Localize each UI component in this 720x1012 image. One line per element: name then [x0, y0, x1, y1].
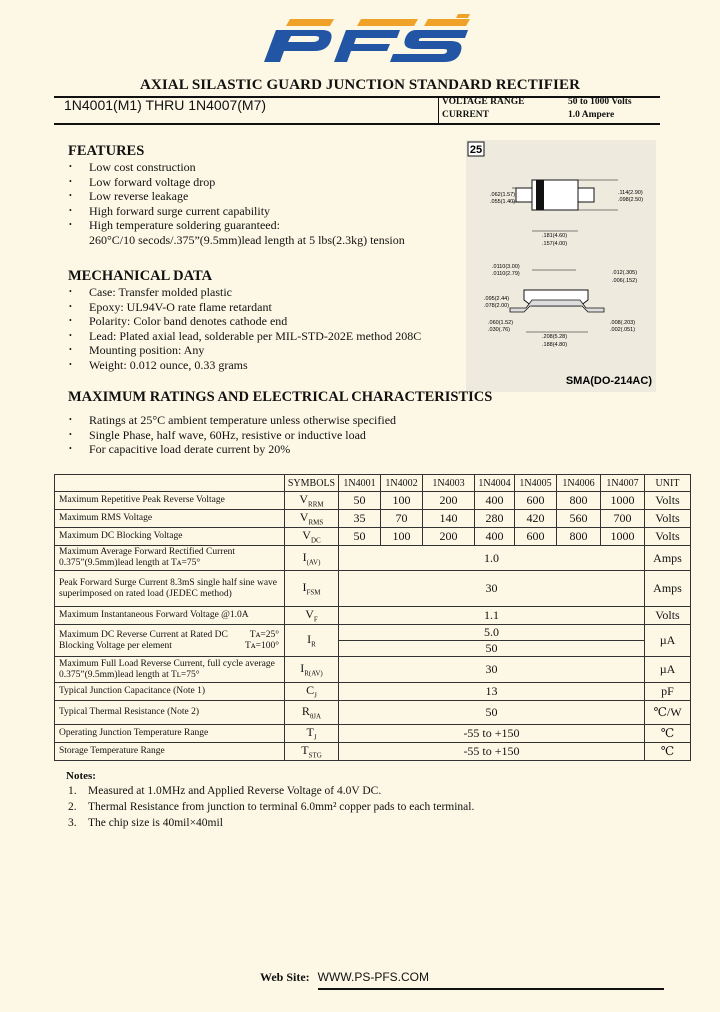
header-cell: 1N4002	[381, 475, 423, 492]
row-description: Maximum Average Forward Rectified Current 0.375”(9.5mm)lead length at Tᴀ=75°	[55, 546, 285, 571]
notes-section	[66, 770, 474, 831]
row-unit: pF	[645, 683, 691, 701]
dim-text: .078(2.00)	[484, 303, 510, 309]
voltage-range-value: 50 to 1000 Volts	[568, 97, 632, 107]
row-symbol: $I_{FSM}$	[285, 571, 339, 607]
feature-item: 260°C/10 secods/.375”(9.5mm)lead length at 5 lbs(2.3kg) tension	[89, 232, 405, 247]
row-symbol: $R_{\theta JA}$	[285, 701, 339, 725]
header-cell: 1N4001	[339, 475, 381, 492]
feature-item: • High forward surge current capability	[68, 204, 405, 219]
row-unit: µA	[645, 657, 691, 683]
mechanical-item: • Case: Transfer molded plastic	[68, 285, 421, 300]
feature-item: • Low forward voltage drop	[68, 175, 405, 190]
row-value: 100	[381, 492, 423, 510]
row-unit: ℃	[645, 743, 691, 761]
condition-item: • Single Phase, half wave, 60Hz, resistive or inductive load	[68, 428, 396, 443]
dim-text: .060(1.52)	[488, 320, 514, 326]
condition-ta-25: Tᴀ=25°	[249, 629, 279, 640]
current-label: CURRENT	[442, 110, 489, 120]
dim-text: .095(2.44)	[484, 296, 510, 302]
table-row	[55, 743, 691, 761]
row-value: 140	[423, 510, 475, 528]
row-value: 1000	[601, 528, 645, 546]
row-symbol: $I_R$	[285, 625, 339, 657]
table-row	[55, 725, 691, 743]
row-symbol: $C_J$	[285, 683, 339, 701]
header-cell	[55, 475, 285, 492]
table-row	[55, 625, 691, 641]
table-row	[55, 510, 691, 528]
voltage-range-label: VOLTAGE RANGE	[442, 97, 525, 107]
package-outline-diagram	[466, 140, 656, 392]
header-cell: 1N4006	[557, 475, 601, 492]
dim-text: .157(4.00)	[542, 241, 568, 247]
website-label: Web Site:	[260, 970, 310, 984]
row-value: 420	[515, 510, 557, 528]
row-value: 50	[339, 528, 381, 546]
ratings-table	[54, 474, 691, 761]
row-description: Maximum Repetitive Peak Reverse Voltage	[55, 492, 285, 510]
notes-heading: Notes:	[66, 770, 96, 782]
row-unit: ℃/W	[645, 701, 691, 725]
ratings-heading: MAXIMUM RATINGS AND ELECTRICAL CHARACTERISTICS	[68, 389, 493, 405]
dim-text: .188(4.80)	[542, 342, 568, 348]
row-value: 400	[475, 492, 515, 510]
row-symbol: $I_{(AV)}$	[285, 546, 339, 571]
row-description: Storage Temperature Range	[55, 743, 285, 761]
package-badge: 25	[469, 144, 483, 156]
table-row	[55, 657, 691, 683]
row-value: 400	[475, 528, 515, 546]
row-value: 560	[557, 510, 601, 528]
row-description: Maximum DC Blocking Voltage	[55, 528, 285, 546]
row-symbol: $T_J$	[285, 725, 339, 743]
document-title: AXIAL SILASTIC GUARD JUNCTION STANDARD RECTIFIER	[139, 77, 580, 93]
table-row	[55, 701, 691, 725]
table-row	[55, 607, 691, 625]
row-description: Maximum RMS Voltage	[55, 510, 285, 528]
row-description: Maximum DC Reverse Current at Rated DC Blocking Voltage per element Tᴀ=25° Tᴀ=100°	[55, 625, 285, 657]
table-row	[55, 492, 691, 510]
row-unit: Volts	[645, 607, 691, 625]
row-value: -55 to +150	[339, 725, 645, 743]
dim-text: .181(4.60)	[542, 233, 568, 239]
table-row	[55, 571, 691, 607]
row-value: -55 to +150	[339, 743, 645, 761]
row-description: Typical Thermal Resistance (Note 2)	[55, 701, 285, 725]
dim-text: .012(.305)	[612, 270, 638, 276]
footer-rule	[318, 988, 664, 990]
mechanical-item: • Mounting position: Any	[68, 343, 421, 358]
row-description: Peak Forward Surge Current 8.3mS single half sine wave superimposed on rated load (JEDEC method)	[55, 571, 285, 607]
row-value: 70	[381, 510, 423, 528]
features-heading: FEATURES	[68, 143, 145, 159]
dim-text: .062(1.57)	[490, 192, 516, 198]
row-value: 50	[339, 641, 645, 657]
feature-item: • Low reverse leakage	[68, 189, 405, 204]
row-value: 100	[381, 528, 423, 546]
header-rule	[54, 123, 660, 125]
row-value: 5.0	[339, 625, 645, 641]
condition-item: • Ratings at 25°C ambient temperature unless otherwise specified	[68, 413, 396, 428]
header-cell: 1N4007	[601, 475, 645, 492]
row-value: 35	[339, 510, 381, 528]
table-header-row	[55, 475, 691, 492]
dim-text: .0110(3.00)	[492, 264, 520, 270]
row-symbol: $V_{DC}$	[285, 528, 339, 546]
dim-text: .006(.152)	[612, 278, 638, 284]
pfs-logo-graphic	[250, 14, 472, 74]
mechanical-item: • Epoxy: UL94V-O rate flame retardant	[68, 300, 421, 315]
row-value: 50	[339, 701, 645, 725]
table-row	[55, 683, 691, 701]
mechanical-item: • Weight: 0.012 ounce, 0.33 grams	[68, 358, 421, 373]
row-value: 1.1	[339, 607, 645, 625]
row-symbol: $V_F$	[285, 607, 339, 625]
dim-text: .055(1.40)	[490, 199, 516, 205]
row-value: 13	[339, 683, 645, 701]
row-unit: Amps	[645, 571, 691, 607]
row-symbol: $V_{RMS}$	[285, 510, 339, 528]
current-value: 1.0 Ampere	[568, 110, 615, 120]
condition-ta-100: Tᴀ=100°	[245, 640, 279, 651]
row-value: 50	[339, 492, 381, 510]
row-value: 1.0	[339, 546, 645, 571]
row-symbol: $V_{RRM}$	[285, 492, 339, 510]
row-description: Operating Junction Temperature Range	[55, 725, 285, 743]
package-drawing	[466, 140, 656, 392]
row-value: 600	[515, 492, 557, 510]
row-value: 800	[557, 528, 601, 546]
header-cell: 1N4003	[423, 475, 475, 492]
dim-text: .008(.203)	[610, 320, 636, 326]
row-value: 30	[339, 571, 645, 607]
row-unit: Volts	[645, 492, 691, 510]
row-unit: Volts	[645, 528, 691, 546]
table-row	[55, 546, 691, 571]
dim-text: .208(5.28)	[542, 334, 568, 340]
mechanical-item: • Polarity: Color band denotes cathode end	[68, 314, 421, 329]
row-unit: Volts	[645, 510, 691, 528]
row-value: 800	[557, 492, 601, 510]
dim-text: .002(.051)	[610, 327, 636, 333]
table-row	[55, 528, 691, 546]
dim-text: .114(2.90)	[618, 190, 643, 196]
spec-divider	[438, 97, 439, 123]
condition-item: • For capacitive load derate current by 20%	[68, 442, 396, 457]
company-logo	[250, 14, 472, 74]
row-value: 1000	[601, 492, 645, 510]
features-list	[68, 160, 405, 248]
row-value: 280	[475, 510, 515, 528]
mechanical-list	[68, 285, 421, 373]
mechanical-heading: MECHANICAL DATA	[68, 268, 213, 284]
package-name: SMA(DO-214AC)	[565, 375, 652, 387]
row-unit: µA	[645, 625, 691, 657]
feature-item: • Low cost construction	[68, 160, 405, 175]
note-item: 1. Measured at 1.0MHz and Applied Reverse Voltage of 4.0V DC.	[68, 785, 382, 797]
row-unit: ℃	[645, 725, 691, 743]
row-unit: Amps	[645, 546, 691, 571]
website-footer	[260, 970, 429, 985]
feature-item: • High temperature soldering guaranteed:	[68, 218, 405, 233]
part-number-range: 1N4001(M1) THRU 1N4007(M7)	[64, 97, 267, 113]
row-symbol: $I_{R(AV)}$	[285, 657, 339, 683]
note-item: 3. The chip size is 40mil×40mil	[68, 817, 223, 829]
header-cell: 1N4005	[515, 475, 557, 492]
row-description: Maximum Full Load Reverse Current, full cycle average 0.375”(9.5mm)lead length at Tʟ=75°	[55, 657, 285, 683]
row-value: 700	[601, 510, 645, 528]
row-description: Maximum Instantaneous Forward Voltage @1.0A	[55, 607, 285, 625]
row-value: 200	[423, 492, 475, 510]
dim-text: .098(2.50)	[618, 197, 644, 203]
row-symbol: $T_{STG}$	[285, 743, 339, 761]
mechanical-item: • Lead: Plated axial lead, solderable per MIL-STD-202E method 208C	[68, 329, 421, 344]
row-value: 30	[339, 657, 645, 683]
dim-text: .030(.76)	[488, 327, 511, 333]
website-url[interactable]: WWW.PS-PFS.COM	[317, 970, 429, 984]
header-cell: 1N4004	[475, 475, 515, 492]
header-cell: UNIT	[645, 475, 691, 492]
row-value: 200	[423, 528, 475, 546]
note-item: 2. Thermal Resistance from junction to terminal 6.0mm² copper pads to each terminal.	[68, 801, 475, 813]
row-description: Typical Junction Capacitance (Note 1)	[55, 683, 285, 701]
dim-text: .0110(2.79)	[492, 271, 520, 277]
row-value: 600	[515, 528, 557, 546]
header-cell: SYMBOLS	[285, 475, 339, 492]
ratings-conditions	[68, 413, 396, 457]
